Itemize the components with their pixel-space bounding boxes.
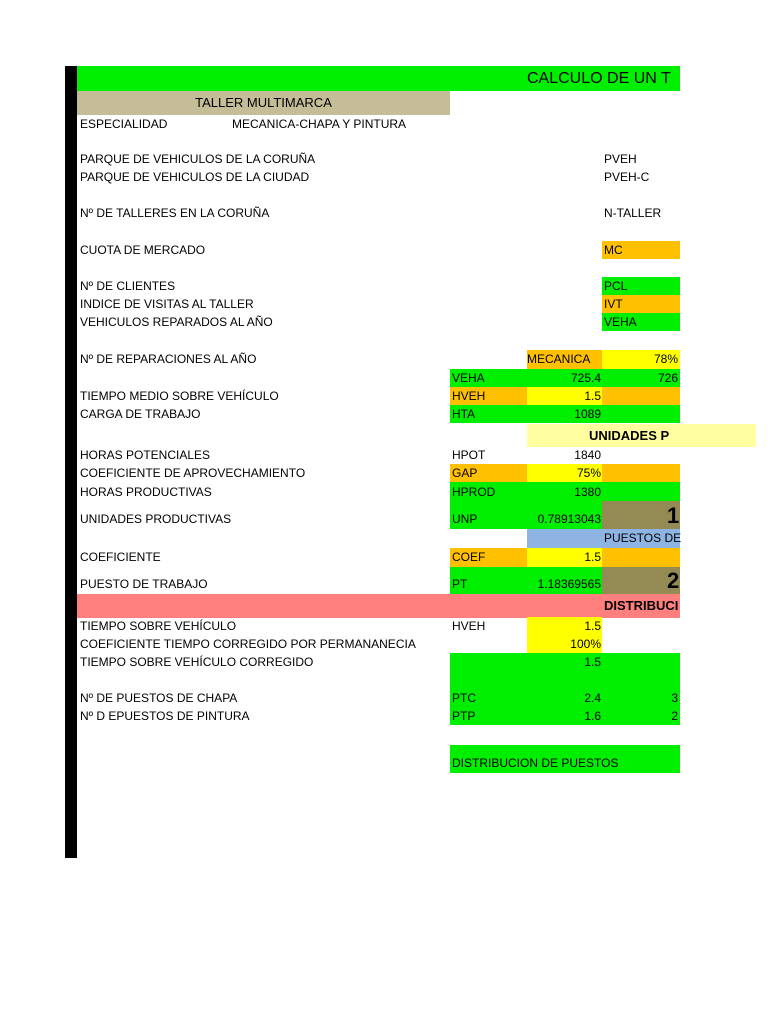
especialidad-label: ESPECIALIDAD [80,117,168,131]
horas-pot-label: HORAS POTENCIALES [80,448,211,462]
puestos-pintura-value2: 2 [671,709,678,723]
horas-prod-code: HPROD [452,485,496,499]
horas-prod-value: 1380 [574,485,601,499]
taller-header: TALLER MULTIMARCA [195,95,332,110]
coef-tiempo-value: 100% [570,637,601,651]
distribucion-puestos-label: DISTRIBUCION DE PUESTOS [452,756,619,770]
indice-label: INDICE DE VISITAS AL TALLER [80,297,254,311]
parque-ciudad-label: PARQUE DE VEHICULOS DE LA CIUDAD [80,170,310,184]
reparados-code: VEHA [604,315,637,329]
distribucion-header-cell [77,594,680,618]
reparaciones-label: Nº DE REPARACIONES AL AÑO [80,352,257,366]
parque-ciudad-code: PVEH-C [604,170,650,184]
puestos-chapa-label: Nº DE PUESTOS DE CHAPA [80,691,238,705]
indice-code: IVT [604,297,623,311]
coeficiente-value: 1.5 [584,550,601,564]
horas-prod-label: HORAS PRODUCTIVAS [80,485,212,499]
distribucion-header: DISTRIBUCI [604,598,679,613]
coef-aprov-extra-cell [602,464,680,482]
veha-row-value: 725.4 [570,371,601,385]
coef-aprov-value: 75% [576,466,601,480]
veha-row-code: VEHA [452,371,485,385]
talleres-code: N-TALLER [604,206,662,220]
parque-coruna-code: PVEH [604,152,637,166]
carga-code: HTA [452,407,476,421]
clientes-label: Nº DE CLIENTES [80,279,176,293]
tiempo-corr-label: TIEMPO SOBRE VEHÍCULO CORREGIDO [80,655,314,669]
unidades-prod-value: 0.78913043 [537,512,601,526]
coeficiente-extra-cell [602,548,680,567]
tiempo-medio-value: 1.5 [584,389,601,403]
tiempo-medio-extra-cell [602,387,680,405]
cuota-label: CUOTA DE MERCADO [80,243,206,257]
coeficiente-code: COEF [452,550,486,564]
clientes-code: PCL [604,279,628,293]
tiempo-sobre-label: TIEMPO SOBRE VEHÍCULO [80,619,237,633]
puestos-chapa-code: PTC [452,691,476,705]
puesto-trabajo-label: PUESTO DE TRABAJO [80,577,208,591]
unidades-prod-code: UNP [452,512,478,526]
coef-aprov-code: GAP [452,466,478,480]
puesto-trabajo-big: 2 [667,568,680,593]
tiempo-corr-value: 1.5 [584,655,601,669]
coef-aprov-label: COEFICIENTE DE APROVECHAMIENTO [80,466,306,480]
parque-coruna-label: PARQUE DE VEHICULOS DE LA CORUÑA [80,152,316,166]
horas-pot-value: 1840 [574,448,601,462]
puesto-trabajo-code: PT [452,577,468,591]
puestos-chapa-value2: 3 [671,691,678,705]
tiempo-sobre-code: HVEH [452,619,486,633]
page-title: CALCULO DE UN T [527,70,671,87]
unidades-prod-label: UNIDADES PRODUCTIVAS [80,512,232,526]
coef-tiempo-label: COEFICIENTE TIEMPO CORREGIDO POR PERMANANECIA [80,637,416,651]
coeficiente-label: COEFICIENTE [80,550,161,564]
unidades-prod-big: 1 [667,503,680,528]
especialidad-value: MECANICA-CHAPA Y PINTURA [232,117,407,131]
carga-label: CARGA DE TRABAJO [80,407,201,421]
puestos-pintura-code: PTP [452,709,476,723]
veha-row-value2: 726 [657,371,678,385]
puestos-chapa-value: 2.4 [584,691,601,705]
puesto-trabajo-value: 1.18369565 [537,577,601,591]
cuota-code: MC [604,243,623,257]
mecanica-tag: MECANICA [527,352,591,366]
unidades-header: UNIDADES P [589,428,670,443]
mecanica-pct: 78% [653,352,678,366]
tiempo-medio-code: HVEH [452,389,486,403]
tiempo-sobre-value: 1.5 [584,619,601,633]
carga-value: 1089 [574,407,601,421]
puestos-header: PUESTOS DE [604,531,682,545]
left-border-bar [65,66,77,858]
puestos-pintura-value: 1.6 [584,709,601,723]
reparados-label: VEHICULOS REPARADOS AL AÑO [80,315,273,329]
puestos-pintura-label: Nº D EPUESTOS DE PINTURA [80,709,250,723]
horas-pot-code: HPOT [452,448,486,462]
tiempo-medio-label: TIEMPO MEDIO SOBRE VEHÍCULO [80,389,279,403]
talleres-label: Nº DE TALLERES EN LA CORUÑA [80,206,270,220]
